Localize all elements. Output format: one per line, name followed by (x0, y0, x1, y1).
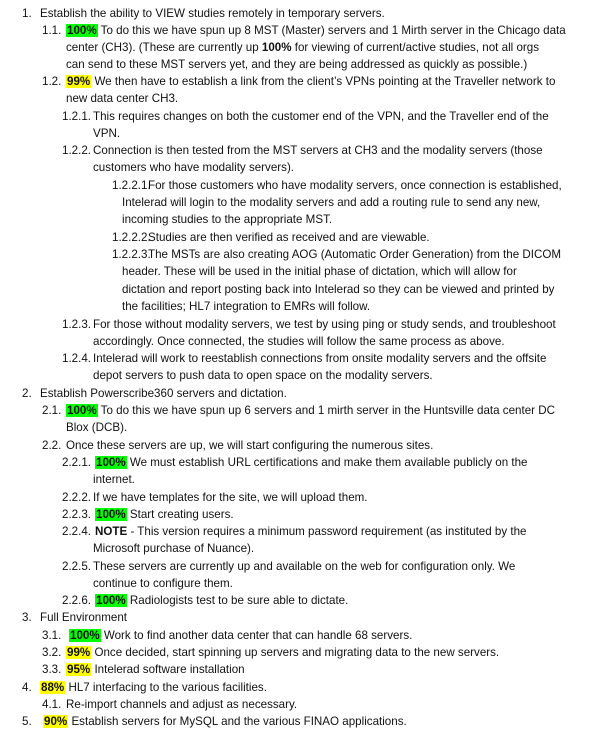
item-number: 2.2.3. (62, 508, 92, 521)
item-text: We must establish URL certifications and make them available publicly on the (126, 456, 528, 469)
item-text: Work to find another data center that can handle 68 servers. (100, 629, 413, 642)
item-text: These servers are currently up and available on the web for configuration only. We (93, 560, 516, 573)
item-number: 3.1. (42, 629, 62, 642)
status-badge: 90% (44, 715, 68, 728)
status-badge: 88% (41, 681, 65, 694)
item-number: 2. (22, 387, 32, 400)
item-text: Re-import channels and adjust as necessary. (66, 698, 298, 711)
status-badge: 95% (67, 663, 91, 676)
item-text: To do this we have spun up 6 servers and 1 mirth server in the Huntsville data center DC (97, 404, 555, 417)
status-badge: 100% (67, 404, 97, 417)
item-text: Establish Powerscribe360 servers and dictation. (40, 387, 287, 400)
item-number: 4.1. (42, 698, 62, 711)
item-text: Intelerad software installation (91, 663, 245, 676)
item-number: 2.2.5. (62, 560, 92, 573)
item-text: For those without modality servers, we test by using ping or study sends, and troubleshoot (93, 318, 556, 331)
status-badge: 100% (96, 456, 126, 469)
inline-percent: 100% (261, 41, 292, 54)
item-text: HL7 interfacing to the various facilities. (65, 681, 267, 694)
item-text: Studies are then verified as received and are viewable. (148, 231, 430, 244)
item-number: 2.2. (42, 439, 62, 452)
item-text: Radiologists test to be sure able to dictate. (126, 594, 349, 607)
item-number: 1.1. (42, 24, 62, 37)
item-text: If we have templates for the site, we will upload them. (93, 491, 368, 504)
status-badge: 100% (96, 508, 126, 521)
item-text: Intelerad will work to reestablish connections from onsite modality servers and the offsite (93, 352, 547, 365)
item-number: 5. (22, 715, 32, 728)
item-number: 2.1. (42, 404, 62, 417)
note-label: NOTE (95, 525, 128, 538)
item-text: The MSTs are also creating AOG (Automatic Order Generation) from the DICOM (148, 248, 562, 261)
item-number: 2.2.2. (62, 491, 92, 504)
status-badge: 100% (67, 24, 97, 37)
item-number: 1. (22, 7, 32, 20)
item-number: 1.2.2.3. (112, 248, 151, 261)
status-badge: 99% (67, 646, 91, 659)
item-text: Start creating users. (126, 508, 234, 521)
item-text: - This version requires a minimum password requirement (as instituted by the (127, 525, 527, 538)
item-number: 2.2.1. (62, 456, 92, 469)
document-page: 1. Establish the ability to VIEW studies remotely in temporary servers. 1.1. 100% To do this we have spun up 8 MST (Master) servers and 1 Mirth server in the Chicago data center (CH3). (These are currently up 100% for viewing of current/active studies, not all orgs can send to these MST servers yet, and they are being addressed as quickly as possible.) 1.2. 99% We then have to establish a link from the client’s VPNs pointing at the Traveller network to new data center CH3. 1.2.1. This requires changes on both the customer end of the VPN, and the Traveller end of the VPN. 1.2.2. Connection is then tested from the MST servers at CH3 and the modality servers (those customers who have modality servers). 1.2.2.1. For those customers who have modality servers, once connection is established, Intelerad will login to the modality servers and add a routing rule to send any new, incoming studies to the appropriate MST. 1.2.2.2. Studies are then verified as received and are viewable. 1.2.2.3. The MSTs are also creating AOG (Automatic Order Generation) from the DICOM header. These will be used in the initial phase of dictation, which will allow for dictation and report posting back into Intelerad so they can be viewed and printed by the facilities; HL7 integration to EMRs will follow. 1.2.3. For those without modality servers, we test by using ping or study sends, and troubleshoot accordingly. Once connected, the studies will follow the same process as above. 1.2.4. Intelerad will work to reestablish connections from onsite modality servers and the offsite depot servers to push data to open space on the modality servers. 2. Establish Powerscribe360 servers and dictation. 2.1. 100% To do this we have spun up 6 servers and 1 mirth server in the Huntsville data center DC Blox (DCB). 2.2. Once these servers are up, we will start configuring the numerous sites. 2.2.1. 100% We must establish URL certifications and make them available publicly on the internet. 2.2.2. If we have templates for the site, we will upload them. 2.2.3. 100% Start creating users. 2.2.4. NOTE - This version requires a minimum password requirement (as instituted by the Microsoft purchase of Nuance). 2.2.5. These servers are currently up and available on the web for configuration only. We continue to configure them. 2.2.6. 100% Radiologists test to be sure able to dictate. 3. Full Environment 3.1. 100% Work to find another data center that can handle 68 servers. 3.2. 99% Once decided, start spinning up servers and migrating data to the new servers. 3.3. 95% Intelerad software installation 4. 88% HL7 interfacing to the various facilities. 4.1. Re-import channels and adjust as necessary. 5. 90% Establish servers for MySQL and the various FINAO applications. (0, 0, 600, 743)
item-number: 2.2.4. (62, 525, 92, 538)
item-text: Establish the ability to VIEW studies remotely in temporary servers. (40, 7, 385, 20)
item-text: Once these servers are up, we will start configuring the numerous sites. (66, 439, 434, 452)
item-text: Connection is then tested from the MST servers at CH3 and the modality servers (those (93, 144, 543, 157)
item-number: 3. (22, 611, 32, 624)
item-text: Full Environment (40, 611, 127, 624)
item-number: 1.2.4. (62, 352, 92, 365)
item-text: For those customers who have modality servers, once connection is established, (148, 179, 562, 192)
item-text: This requires changes on both the customer end of the VPN, and the Traveller end of the (93, 110, 549, 123)
item-text: We then have to establish a link from the client’s VPNs pointing at the Traveller network to (91, 75, 556, 88)
item-text: Once decided, start spinning up servers and migrating data to the new servers. (91, 646, 500, 659)
item-text: To do this we have spun up 8 MST (Master) servers and 1 Mirth server in the Chicago data (97, 24, 566, 37)
status-badge: 100% (70, 629, 100, 642)
item-number: 2.2.6. (62, 594, 92, 607)
item-number: 1.2.2. (62, 144, 92, 157)
item-number: 1.2. (42, 75, 62, 88)
item-number: 3.3. (42, 663, 62, 676)
item-number: 4. (22, 681, 32, 694)
item-number: 1.2.2.1. (112, 179, 151, 192)
item-number: 1.2.3. (62, 318, 92, 331)
status-badge: 100% (96, 594, 126, 607)
item-number: 1.2.1. (62, 110, 92, 123)
status-badge: 99% (67, 75, 91, 88)
item-number: 1.2.2.2. (112, 231, 151, 244)
item-text: Establish servers for MySQL and the various FINAO applications. (68, 715, 407, 728)
item-number: 3.2. (42, 646, 62, 659)
